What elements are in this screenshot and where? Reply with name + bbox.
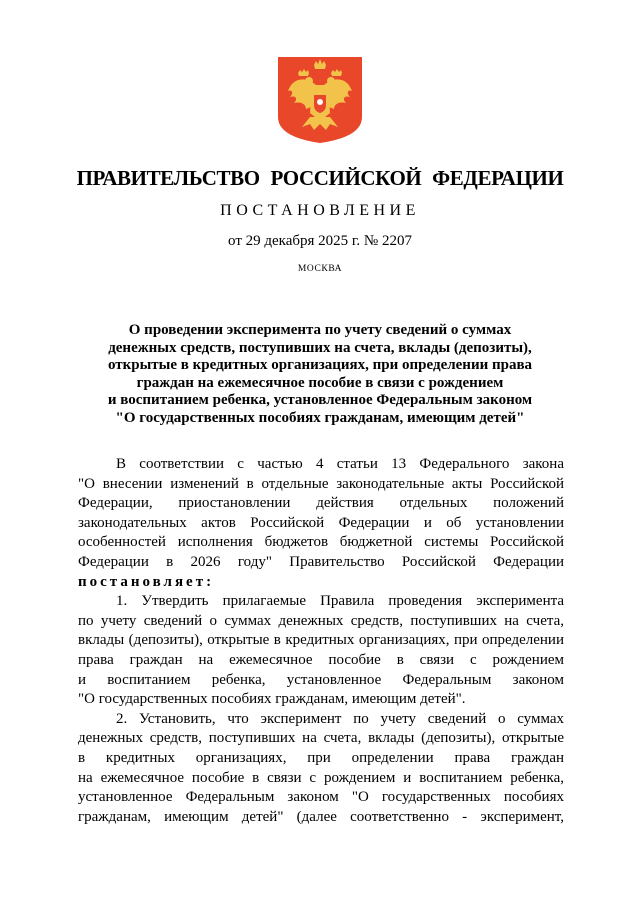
text-line: вклады (депозиты), открытые в кредитных организациях, при определении <box>78 632 564 649</box>
subject-line: открытые в кредитных организациях, при определении права <box>107 357 533 373</box>
subject-line: и воспитанием ребенка, установленное Федеральным законом <box>107 392 533 408</box>
item-2-paragraph <box>78 710 564 828</box>
subject-line: денежных средств, поступивших на счета, вклады (депозиты), <box>108 339 532 356</box>
text-line: на ежемесячное пособие в связи с рождением и воспитанием ребенка, <box>78 769 564 786</box>
text-line: и воспитанием ребенка, установленное Федеральным законом <box>78 671 564 688</box>
text-line: права граждан на ежемесячное пособие в связи с рождением <box>78 651 564 668</box>
text-line: законодательных актов Российской Федерации и об установлении <box>78 514 564 531</box>
coat-of-arms-icon <box>276 55 364 145</box>
government-title: ПРАВИТЕЛЬСТВО РОССИЙСКОЙ ФЕДЕРАЦИИ <box>76 166 564 190</box>
text-line: В соответствии с частью 4 статьи 13 Федерального закона <box>116 456 564 472</box>
text-line: 1. Утвердить прилагаемые Правила проведения эксперимента <box>116 593 564 610</box>
subject-line: граждан на ежемесячное пособие в связи с рождением <box>136 374 504 391</box>
subject-line: О проведении эксперимента по учету сведений о суммах <box>128 322 512 338</box>
text-line: Федерации в 2026 году" Правительство Российской Федерации <box>78 553 564 570</box>
text-line: установленное Федеральным законом "О государственных пособиях <box>78 789 564 806</box>
document-type: ПОСТАНОВЛЕНИЕ <box>220 202 420 219</box>
document-body <box>78 455 564 827</box>
text-line: денежных средств, поступивших на счета, вклады (депозиты), открытые <box>78 730 564 747</box>
item-1-paragraph <box>78 592 564 710</box>
resolves-word: постановляет: <box>78 573 215 590</box>
document-subject <box>60 322 580 427</box>
text-line: 2. Установить, что эксперимент по учету сведений о суммах <box>116 710 564 727</box>
text-line: особенностей исполнения бюджетов бюджетной системы Российской <box>78 534 564 551</box>
subject-line: "О государственных пособиях гражданам, имеющим детей" <box>115 409 525 426</box>
document-date-number: от 29 декабря 2025 г. № 2207 <box>228 233 412 249</box>
text-line: гражданам, имеющим детей" (далее соответственно - эксперимент, <box>78 808 564 825</box>
document-city: МОСКВА <box>297 264 343 274</box>
preamble-paragraph <box>78 455 564 592</box>
text-line: Федерации, приостановлении действия отдельных положений <box>78 495 564 512</box>
text-line: в кредитных организациях, при определении права граждан <box>78 749 564 766</box>
text-line: по учету сведений о суммах денежных средств, поступивших на счета, <box>78 612 564 629</box>
text-line: "О внесении изменений в отдельные законодательные акты Российской <box>78 475 564 492</box>
text-line: "О государственных пособиях гражданам, имеющим детей". <box>78 691 466 708</box>
